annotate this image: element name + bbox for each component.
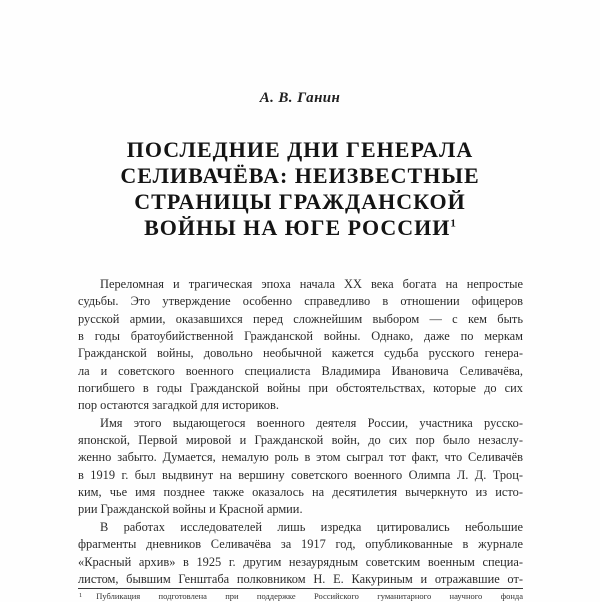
paragraph xyxy=(78,415,523,519)
footnote-text: Публикация подготовлена при поддержке Российского гуманитарного научного фонда xyxy=(96,591,523,601)
title-line xyxy=(50,215,550,241)
body-line: Гражданской войны, довольно необычной кажется судьба русского генера- xyxy=(78,346,523,361)
body-line: ким, чье имя позднее также оказалось на десятилетия вычеркнуто из исто- xyxy=(78,485,523,500)
body-line: японской, Первой мировой и Гражданской войн, до сих пор было незаслу- xyxy=(78,433,523,448)
title-footnote-ref: 1 xyxy=(450,217,456,230)
footnote-marker: 1 xyxy=(79,592,83,599)
title-line: ПОСЛЕДНИЕ ДНИ ГЕНЕРАЛА xyxy=(126,137,474,162)
body-line: Имя этого выдающегося военного деятеля России, участника русско- xyxy=(100,415,523,430)
body-line: Переломная и трагическая эпоха начала XX века богата на непростые xyxy=(100,277,523,291)
body-line: в годы братоубийственной Гражданской войны. Однако, даже по меркам xyxy=(78,329,523,344)
footnote-divider xyxy=(78,588,523,589)
title-line: СТРАНИЦЫ ГРАЖДАНСКОЙ xyxy=(134,189,466,214)
body-line: судьбы. Это утверждение особенно справедливо в отношении офицеров xyxy=(78,294,523,309)
body-line: женно забыто. Думается, немалую роль в этом сыграл тот факт, что Селивачёв xyxy=(78,450,523,465)
body-line: «Красный архив» в 1925 г. другим незаурядным советским военным специа- xyxy=(78,554,523,569)
title-line: СЕЛИВАЧЁВА: НЕИЗВЕСТНЫЕ xyxy=(120,163,480,188)
body-line: листом, бывшим Генштаба полковником Н. Е. Какуриным и отражавшие от- xyxy=(78,571,523,586)
article-body xyxy=(78,276,523,588)
title-line-text: ВОЙНЫ НА ЮГЕ РОССИИ xyxy=(144,215,451,240)
article-title xyxy=(50,137,550,241)
body-line: В работах исследователей лишь изредка цитировались небольшие xyxy=(100,519,523,534)
author-line: А. В. Ганин xyxy=(259,90,341,106)
body-line: русской армии, оказавшихся перед сложнейшим выбором — с кем быть xyxy=(78,311,523,326)
paragraph xyxy=(78,276,523,415)
paragraph xyxy=(78,519,523,588)
body-line: погибшего в годы Гражданской войны при обстоятельствах, которые до сих xyxy=(78,381,523,396)
body-line: фрагменты дневников Селивачёва за 1917 год, опубликованные в журнале xyxy=(78,537,523,552)
body-line: пор остаются загадкой для историков. xyxy=(78,398,279,413)
body-line: ла и советского военного специалиста Владимира Ивановича Селивачёва, xyxy=(78,363,523,378)
body-line: рии Гражданской войны и Красной армии. xyxy=(78,502,303,517)
body-line: в 1919 г. был выдвинут на вершину советского военного Олимпа Л. Д. Троц- xyxy=(78,467,523,482)
